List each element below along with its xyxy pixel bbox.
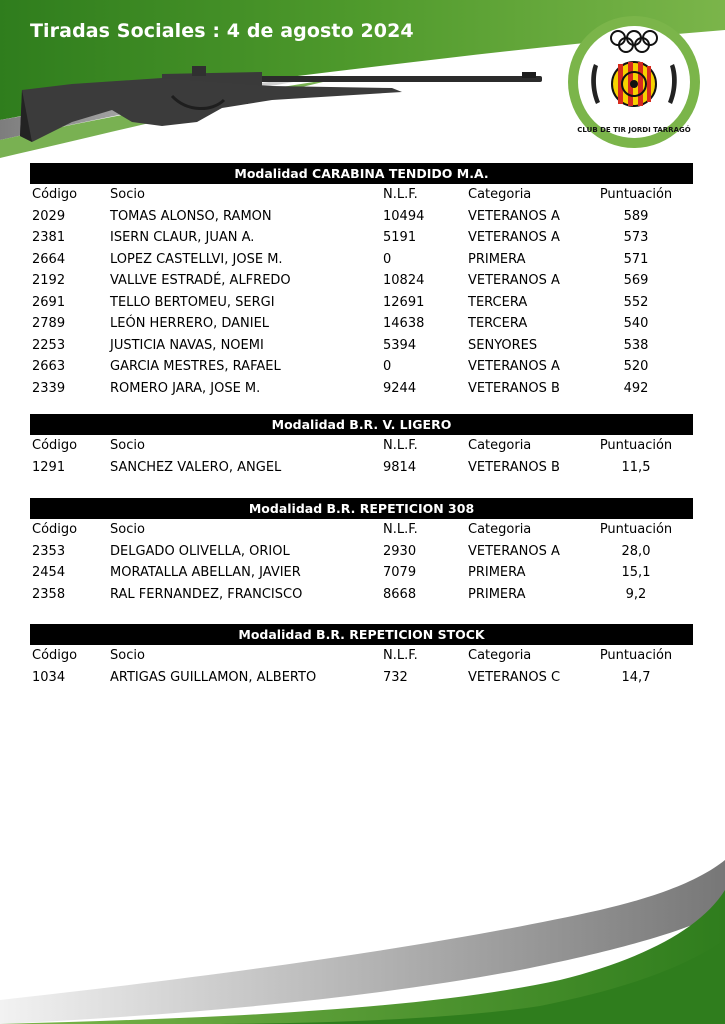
cell-nlf: 9814 <box>383 459 417 475</box>
cell-nlf: 7079 <box>383 565 417 580</box>
header-nlf: N.L.F. <box>383 522 418 537</box>
rifle-image <box>12 60 542 160</box>
header-code: Código <box>32 648 78 663</box>
section-br-repeticion-308 <box>30 498 693 605</box>
cell-score: 520 <box>623 359 649 374</box>
cell-score: 538 <box>623 337 649 353</box>
table-header <box>30 184 693 206</box>
cell-score: 14,7 <box>621 669 651 685</box>
cell-code: 2358 <box>32 586 66 602</box>
cell-nlf: 8668 <box>383 586 417 602</box>
cell-socio: RAL FERNANDEZ, FRANCISCO <box>110 586 303 602</box>
cell-code: 2691 <box>32 294 66 310</box>
section-title: Modalidad B.R. V. LIGERO <box>30 414 693 435</box>
table-row <box>30 292 693 314</box>
cell-code: 2454 <box>32 565 66 580</box>
cell-category: TERCERA <box>468 294 528 310</box>
cell-score: 28,0 <box>621 543 651 559</box>
section-title: Modalidad CARABINA TENDIDO M.A. <box>30 163 693 184</box>
cell-socio: VALLVE ESTRADÉ, ALFREDO <box>110 273 291 288</box>
header-code: Código <box>32 438 78 453</box>
cell-category: TERCERA <box>468 316 528 331</box>
cell-nlf: 732 <box>383 669 408 685</box>
header-category: Categoria <box>468 187 532 202</box>
cell-code: 2664 <box>32 251 66 267</box>
cell-nlf: 12691 <box>383 294 425 310</box>
cell-nlf: 2930 <box>383 543 417 559</box>
cell-nlf: 0 <box>383 359 392 374</box>
table-row <box>30 541 693 563</box>
header-category: Categoria <box>468 522 532 537</box>
header-score: Puntuación <box>599 438 673 453</box>
cell-category: VETERANOS B <box>468 380 560 396</box>
header-socio: Socio <box>110 648 145 663</box>
cell-category: SENYORES <box>468 337 538 353</box>
header-socio: Socio <box>110 522 145 537</box>
table-row <box>30 667 693 689</box>
table-row <box>30 270 693 292</box>
cell-code: 2789 <box>32 316 66 331</box>
cell-score: 569 <box>623 273 649 288</box>
cell-socio: GARCIA MESTRES, RAFAEL <box>110 359 281 374</box>
table-row <box>30 584 693 606</box>
cell-code: 2381 <box>32 230 66 245</box>
cell-code: 2663 <box>32 359 66 374</box>
table-row <box>30 249 693 271</box>
cell-code: 2029 <box>32 208 66 224</box>
header-category: Categoria <box>468 438 532 453</box>
cell-code: 1034 <box>32 669 66 685</box>
cell-nlf: 5191 <box>383 230 417 245</box>
cell-nlf: 0 <box>383 251 392 267</box>
section-title: Modalidad B.R. REPETICION 308 <box>30 498 693 519</box>
cell-socio: LOPEZ CASTELLVI, JOSE M. <box>110 251 283 267</box>
header-socio: Socio <box>110 187 145 202</box>
cell-score: 540 <box>623 316 649 331</box>
cell-socio: ARTIGAS GUILLAMON, ALBERTO <box>110 669 317 685</box>
cell-socio: TELLO BERTOMEU, SERGI <box>110 294 275 310</box>
header-nlf: N.L.F. <box>383 648 418 663</box>
cell-socio: JUSTICIA NAVAS, NOEMI <box>110 337 264 353</box>
table-row <box>30 206 693 228</box>
cell-socio: ISERN CLAUR, JUAN A. <box>110 230 255 245</box>
cell-socio: SANCHEZ VALERO, ANGEL <box>110 459 282 475</box>
club-logo <box>566 14 702 150</box>
header-code: Código <box>32 187 78 202</box>
section-carabina-tendido <box>30 163 693 399</box>
table-header <box>30 645 693 667</box>
cell-code: 2192 <box>32 273 66 288</box>
cell-score: 11,5 <box>621 459 651 475</box>
header-category: Categoria <box>468 648 532 663</box>
cell-category: VETERANOS A <box>468 208 560 224</box>
cell-code: 1291 <box>32 459 66 475</box>
cell-category: VETERANOS B <box>468 459 560 475</box>
logo-text: CLUB DE TIR JORDI TARRAGÓ <box>577 126 691 134</box>
section-br-v-ligero <box>30 414 693 478</box>
header-nlf: N.L.F. <box>383 187 418 202</box>
cell-category: VETERANOS C <box>468 669 561 685</box>
cell-nlf: 14638 <box>383 316 425 331</box>
cell-socio: MORATALLA ABELLAN, JAVIER <box>110 565 301 580</box>
table-row <box>30 335 693 357</box>
cell-nlf: 5394 <box>383 337 417 353</box>
table-row <box>30 313 693 335</box>
cell-socio: LEÓN HERRERO, DANIEL <box>110 316 270 331</box>
cell-score: 573 <box>623 230 649 245</box>
header-socio: Socio <box>110 438 145 453</box>
table-row <box>30 227 693 249</box>
footer-background <box>0 830 725 1024</box>
table-row <box>30 356 693 378</box>
cell-socio: DELGADO OLIVELLA, ORIOL <box>110 543 290 559</box>
page-title: Tiradas Sociales : 4 de agosto 2024 <box>30 20 414 42</box>
cell-score: 9,2 <box>625 586 647 602</box>
cell-category: PRIMERA <box>468 251 526 267</box>
cell-score: 552 <box>623 294 649 310</box>
cell-nlf: 10824 <box>383 273 425 288</box>
cell-category: VETERANOS A <box>468 273 560 288</box>
cell-nlf: 10494 <box>383 208 425 224</box>
header-score: Puntuación <box>599 187 673 202</box>
cell-category: PRIMERA <box>468 586 526 602</box>
cell-score: 15,1 <box>621 565 651 580</box>
cell-code: 2253 <box>32 337 66 353</box>
cell-code: 2353 <box>32 543 66 559</box>
header-score: Puntuación <box>599 522 673 537</box>
section-br-repeticion-stock <box>30 624 693 688</box>
cell-socio: ROMERO JARA, JOSE M. <box>110 380 261 396</box>
cell-score: 589 <box>623 208 649 224</box>
cell-category: PRIMERA <box>468 565 526 580</box>
table-header <box>30 519 693 541</box>
cell-score: 492 <box>623 380 649 396</box>
cell-category: VETERANOS A <box>468 230 560 245</box>
header-score: Puntuación <box>599 648 673 663</box>
cell-code: 2339 <box>32 380 66 396</box>
table-row <box>30 378 693 400</box>
cell-category: VETERANOS A <box>468 359 560 374</box>
cell-category: VETERANOS A <box>468 543 560 559</box>
section-title: Modalidad B.R. REPETICION STOCK <box>30 624 693 645</box>
cell-socio: TOMAS ALONSO, RAMON <box>110 208 272 224</box>
cell-nlf: 9244 <box>383 380 417 396</box>
header-code: Código <box>32 522 78 537</box>
table-row <box>30 457 693 479</box>
header-nlf: N.L.F. <box>383 438 418 453</box>
table-row <box>30 562 693 584</box>
cell-score: 571 <box>623 251 649 267</box>
table-header <box>30 435 693 457</box>
